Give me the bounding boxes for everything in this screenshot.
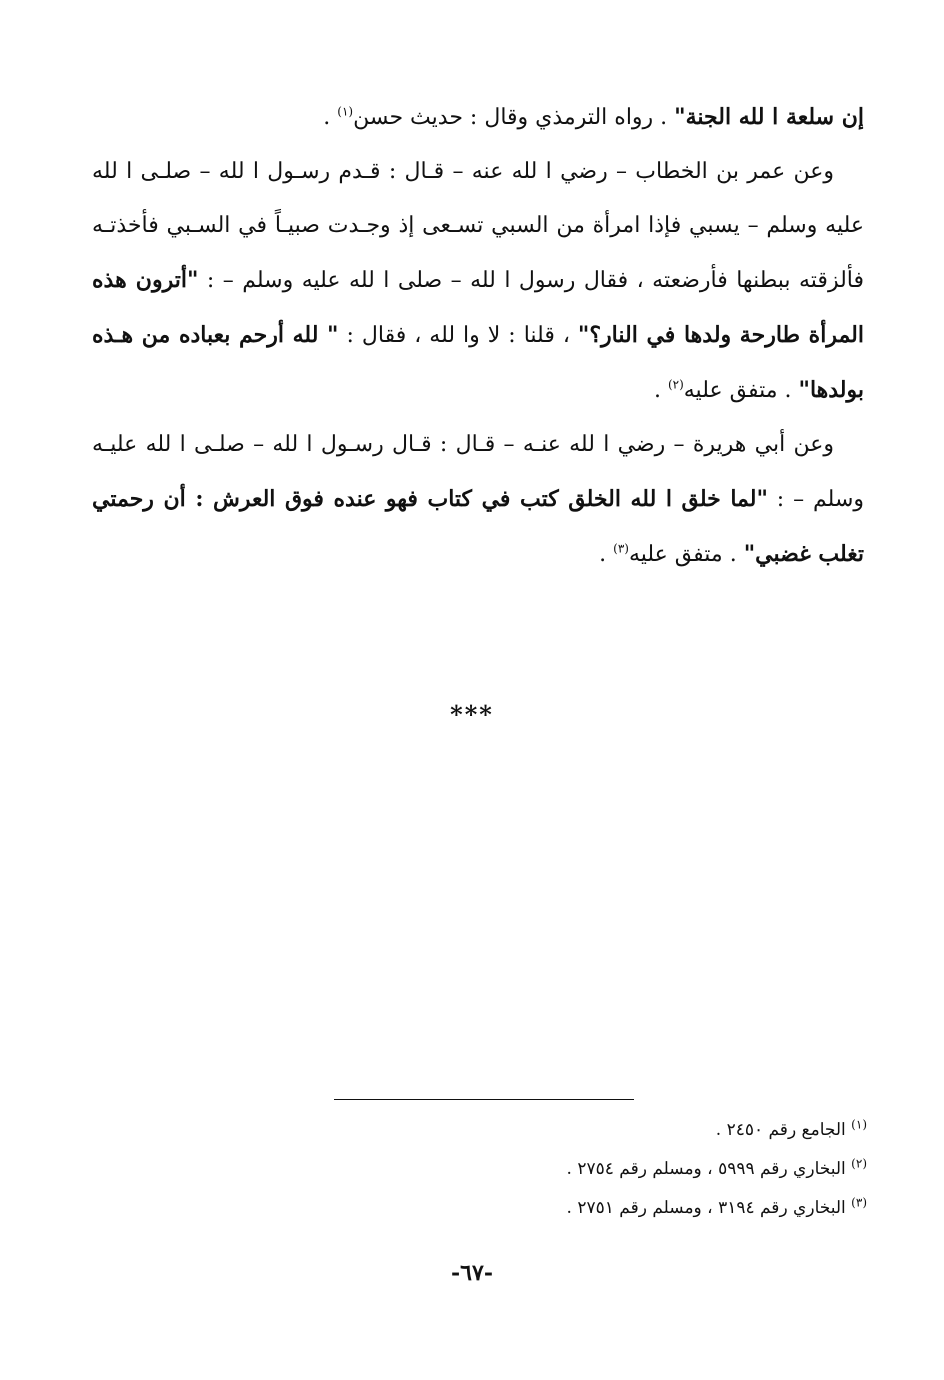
text-run: . xyxy=(323,105,338,130)
footnote-divider xyxy=(334,1099,634,1100)
section-separator: *** xyxy=(450,700,494,729)
footnote-text: الجامع رقم ٢٤٥٠ . xyxy=(715,1120,852,1140)
text-run: . xyxy=(653,378,668,403)
footnote-3 xyxy=(300,1189,867,1228)
bold-quote: " لله أرحم بعباده من هـذه بولدها" xyxy=(92,322,864,403)
footnote-text: البخاري رقم ٥٩٩٩ ، ومسلم رقم ٢٧٥٤ . xyxy=(566,1159,852,1179)
text-run: وعن عمر بن الخطاب – رضي ا لله عنه – قـال : قـدم رسـول ا لله – صلـى ا لله عليه وسلم – يسبي فإذا امرأة من السبي تسـعى إذ وجـدت صبيـاً في السـبي فأخذتـه فألزقته ببطنها فأرضعته ، فقال رسول ا لله – صلى ا لله عليه وسلم – : xyxy=(92,159,865,293)
footnote-ref: (١) xyxy=(337,104,354,119)
text-run: وعن أبي هريرة – رضي ا لله عنـه – قـال : قـال رسـول ا لله – صلـى ا لله عليـه وسلم – : xyxy=(92,432,864,512)
page-number: -٦٧- xyxy=(451,1260,493,1286)
paragraph-hadith-2 xyxy=(92,145,864,418)
text-run: . xyxy=(599,542,614,567)
text-run: . متفق عليه xyxy=(683,378,799,403)
footnote-ref: (٣) xyxy=(613,541,629,556)
main-text xyxy=(92,90,864,582)
text-run: . رواه الترمذي وقال : حديث حسن xyxy=(353,105,675,130)
footnote-marker: (١) xyxy=(851,1117,867,1132)
paragraph-hadith-1 xyxy=(92,90,864,145)
footnote-text: البخاري رقم ٣١٩٤ ، ومسلم رقم ٢٧٥١ . xyxy=(566,1198,852,1218)
bold-quote: "لما خلق ا لله الخلق كتب في كتاب فهو عنده فوق العرش : أن رحمتي تغلب غضبي" xyxy=(92,486,864,567)
footnote-ref: (٢) xyxy=(667,377,684,392)
footnote-marker: (٢) xyxy=(851,1156,867,1171)
bold-quote: إن سلعة ا لله الجنة" xyxy=(674,104,864,130)
text-run: . متفق عليه xyxy=(628,542,744,567)
paragraph-hadith-3 xyxy=(92,418,864,582)
footnote-2 xyxy=(300,1150,867,1189)
text-run: ، قلنا : لا وا لله ، فقال : xyxy=(338,323,578,348)
bold-quote: "أترون هذه المرأة طارحة ولدها في النار؟" xyxy=(92,267,864,348)
footnote-marker: (٣) xyxy=(851,1195,867,1210)
footnote-1 xyxy=(300,1111,867,1150)
footnotes xyxy=(300,1111,867,1228)
